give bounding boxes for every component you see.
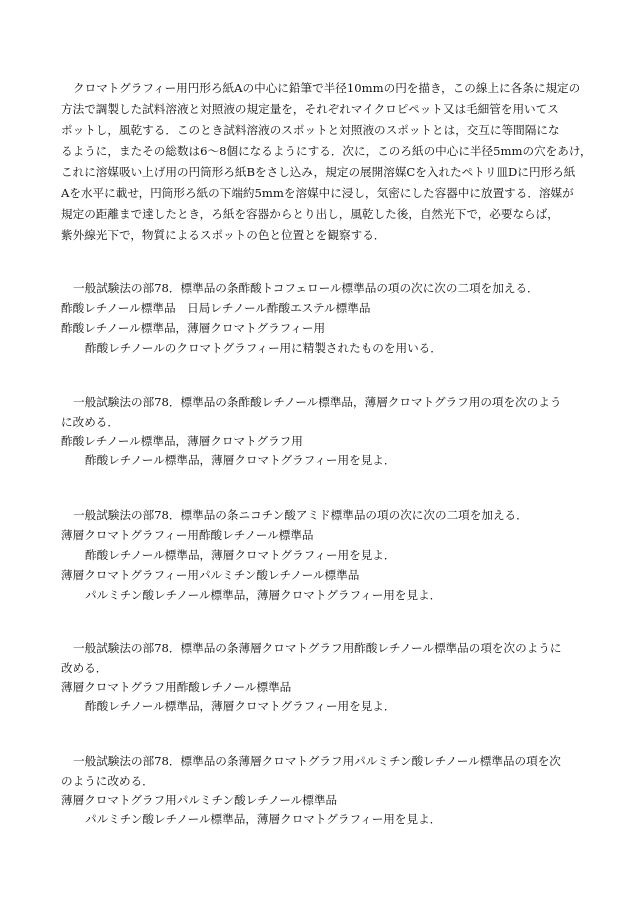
paragraph-line: ポットし，風乾する．このとき試料溶液のスポットと対照液のスポットとは，交互に等間隔にな bbox=[61, 123, 560, 137]
paragraph-line: これに溶媒吸い上げ用の円筒形ろ紙Bをさし込み，規定の展開溶媒Cを入れたペトリ皿Dに円形ろ紙 bbox=[61, 165, 576, 179]
entry-title: 薄層クロマトグラフ用パルミチン酸レチノール標準品 bbox=[61, 793, 338, 807]
entry-body: パルミチン酸レチノール標準品，薄層クロマトグラフィー用を見よ． bbox=[85, 812, 442, 826]
paragraph-line: 方法で調製した試料溶液と対照液の規定量を，それぞれマイクロピペット又は毛細管を用いてス bbox=[61, 102, 559, 116]
paragraph-line: るように，またその総数は6〜8個になるようにする．次に，このろ紙の中心に半径5mmの穴をあけ， bbox=[61, 144, 592, 158]
amendment-instruction: 一般試験法の部78．標準品の条酢酸レチノール標準品，薄層クロマトグラフ用の項を次のよう bbox=[73, 395, 562, 409]
paragraph-line: 紫外線光下で，物質によるスポットの色と位置とを観察する． bbox=[61, 228, 386, 242]
entry-title: 酢酸レチノール標準品，薄層クロマトグラフィー用 bbox=[61, 321, 326, 335]
entry-title: 酢酸レチノール標準品 日局レチノール酢酸エステル標準品 bbox=[61, 301, 371, 315]
paragraph-line: クロマトグラフィー用円形ろ紙Aの中心に鉛筆で半径10mmの円を描き，この線上に各条に規定の bbox=[73, 81, 581, 95]
entry-title: 酢酸レチノール標準品，薄層クロマトグラフ用 bbox=[61, 434, 303, 448]
amendment-instruction: 一般試験法の部78．標準品の条ニコチン酸アミド標準品の項の次に次の二項を加える． bbox=[73, 508, 528, 522]
entry-body: 酢酸レチノール標準品，薄層クロマトグラフィー用を見よ． bbox=[85, 453, 396, 467]
entry-title: 薄層クロマトグラフィー用パルミチン酸レチノール標準品 bbox=[61, 568, 360, 582]
entry-body: パルミチン酸レチノール標準品，薄層クロマトグラフィー用を見よ． bbox=[85, 588, 442, 602]
amendment-instruction: 一般試験法の部78．標準品の条薄層クロマトグラフ用酢酸レチノール標準品の項を次のように bbox=[73, 641, 562, 655]
amendment-instruction: のように改める． bbox=[61, 774, 154, 788]
entry-title: 薄層クロマトグラフ用酢酸レチノール標準品 bbox=[61, 680, 292, 694]
amendment-instruction: 一般試験法の部78．標準品の条酢酸トコフェロール標準品の項の次に次の二項を加える． bbox=[73, 281, 539, 295]
paragraph-line: 規定の距離まで達したとき，ろ紙を容器からとり出し，風乾した後，自然光下で，必要ならば， bbox=[61, 207, 559, 221]
entry-body: 酢酸レチノール標準品，薄層クロマトグラフィー用を見よ． bbox=[85, 699, 396, 713]
paragraph-line: Aを水平に載せ，円筒形ろ紙の下端約5mmを溶媒中に浸し，気密にした容器中に放置する．溶媒が bbox=[61, 186, 574, 200]
entry-body: 酢酸レチノールのクロマトグラフィー用に精製されたものを用いる． bbox=[85, 341, 442, 355]
amendment-instruction: 改める． bbox=[61, 661, 108, 675]
amendment-instruction: 一般試験法の部78．標準品の条薄層クロマトグラフ用パルミチン酸レチノール標準品の項を次 bbox=[73, 754, 561, 768]
entry-body: 酢酸レチノール標準品，薄層クロマトグラフィー用を見よ． bbox=[85, 548, 396, 562]
amendment-instruction: に改める． bbox=[61, 415, 119, 429]
entry-title: 薄層クロマトグラフィー用酢酸レチノール標準品 bbox=[61, 528, 314, 542]
